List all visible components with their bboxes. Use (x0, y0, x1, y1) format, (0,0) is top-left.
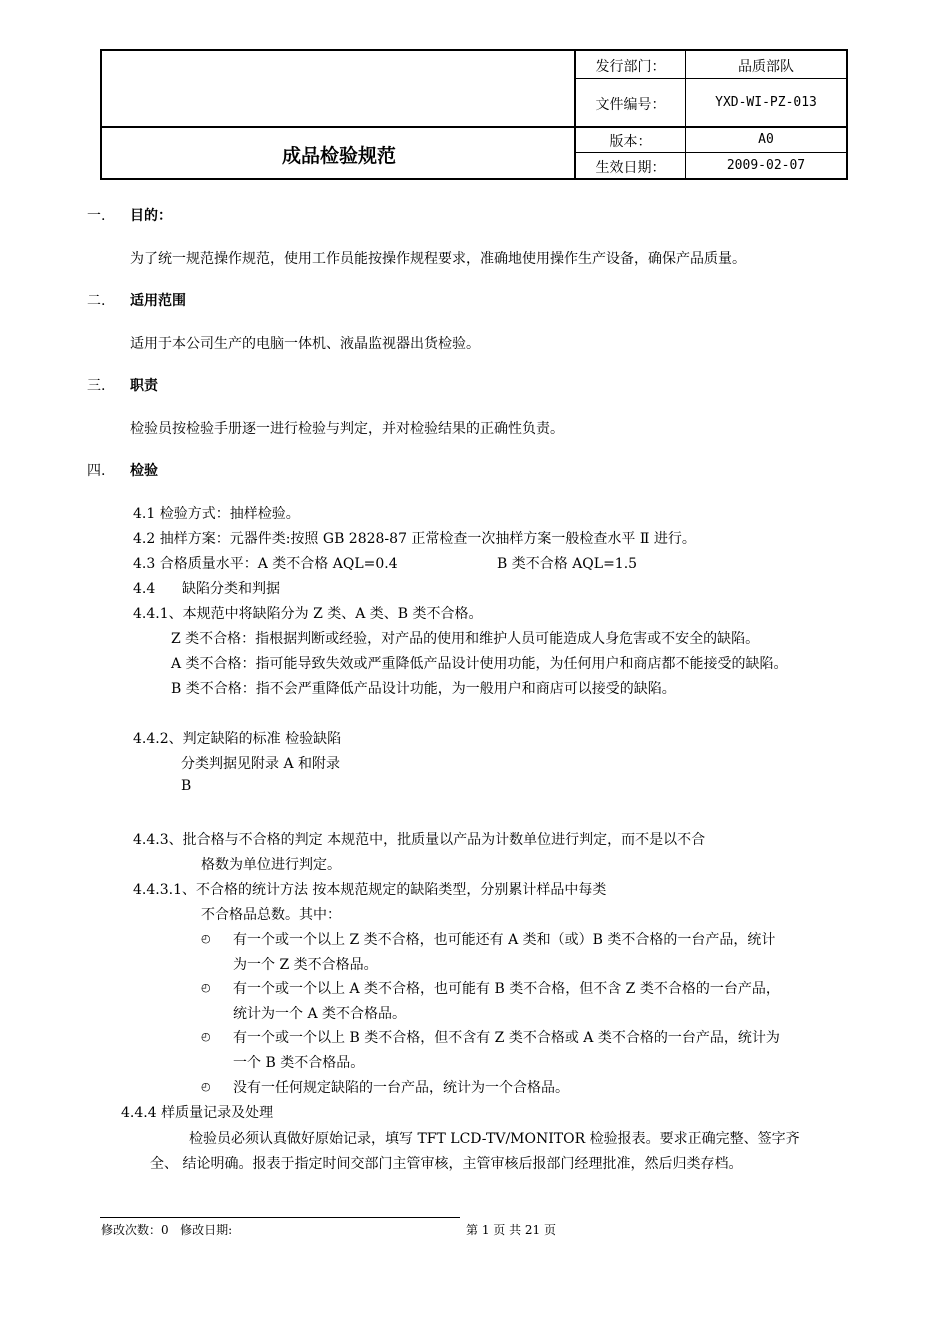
list-item: 有一个或一个以上 A 类不合格，也可能有 B 类不合格，但不含 Z 类不合格的一台产品， (233, 981, 780, 997)
doc-number-value: YXD-WI-PZ-013 (715, 95, 817, 110)
clause-4-4-2-cont: B (181, 778, 192, 794)
section-title-scope: 适用范围 (130, 293, 186, 309)
clause-4-2: 4.2 抽样方案：元器件类:按照 GB 2828-87 正常检查一次抽样方案一般检查水平 Ⅱ 进行。 (133, 531, 696, 547)
list-item-cont: 为一个 Z 类不合格品。 (233, 957, 378, 973)
clause-4-4-1: 4.4.1、本规范中将缺陷分为 Z 类、A 类、B 类不合格。 (133, 606, 483, 622)
issuing-dept-value: 品质部队 (738, 59, 794, 75)
issuing-dept-label: 发行部门： (595, 59, 666, 75)
scope-text: 适用于本公司生产的电脑一体机、液晶监视器出货检验。 (130, 336, 480, 352)
document-title: 成品检验规范 (281, 145, 396, 167)
document-header-table (100, 49, 848, 180)
effective-date-value: 2009-02-07 (726, 158, 806, 173)
responsibility-text: 检验员按检验手册逐一进行检验与判定，并对检验结果的正确性负责。 (130, 421, 564, 437)
clock-bullet-icon: ◴ (201, 1080, 211, 1093)
clause-4-4-3-cont: 格数为单位进行判定。 (201, 857, 341, 873)
clock-bullet-icon: ◴ (201, 932, 211, 945)
section-title-purpose: 目的： (130, 208, 172, 224)
clause-4-4-4: 4.4.4 样质量记录及处理 (121, 1105, 274, 1121)
table-divider (574, 152, 846, 153)
version-label: 版本： (609, 134, 652, 150)
list-item-cont: 一个 B 类不合格品。 (233, 1055, 365, 1071)
effective-date-label: 生效日期： (595, 160, 666, 176)
list-item: 有一个或一个以上 Z 类不合格，也可能还有 A 类和（或）B 类不合格的一台产品，统计 (233, 932, 776, 948)
a-class-definition: A 类不合格：指可能导致失效或严重降低产品设计使用功能，为任何用户和商店都不能接受的缺陷。 (171, 656, 788, 672)
z-class-definition: Z 类不合格：指根据判断或经验，对产品的使用和维护人员可能造成人身危害或不安全的缺陷。 (171, 631, 760, 647)
clause-4-4-2-cont: 分类判据见附录 A 和附录 (181, 756, 341, 772)
section-number: 一. (87, 208, 106, 224)
page-number: 第 1 页 共 21 页 (466, 1223, 556, 1237)
clause-4-1: 4.1 检验方式：抽样检验。 (133, 506, 300, 522)
list-item: 有一个或一个以上 B 类不合格，但不含有 Z 类不合格或 A 类不合格的一台产品，统计为 (233, 1030, 780, 1046)
clause-4-4-3-1-cont: 不合格品总数。其中： (201, 907, 341, 923)
b-class-definition: B 类不合格：指不会严重降低产品设计功能，为一般用户和商店可以接受的缺陷。 (171, 681, 676, 697)
clause-4-4-2: 4.4.2、判定缺陷的标准 检验缺陷 (133, 731, 342, 747)
clause-4-4-3-1: 4.4.3.1、不合格的统计方法 按本规范规定的缺陷类型，分别累计样品中每类 (133, 882, 607, 898)
clause-4-4: 4.4 缺陷分类和判据 (133, 581, 280, 597)
section-title-responsibility: 职责 (130, 378, 158, 394)
table-divider (102, 126, 846, 128)
footer-rule (100, 1217, 460, 1218)
section-number: 二. (87, 293, 106, 309)
revision-info: 修改次数：0 修改日期: (101, 1223, 233, 1237)
list-item-cont: 统计为一个 A 类不合格品。 (233, 1006, 407, 1022)
clause-4-4-3: 4.4.3、批合格与不合格的判定 本规范中，批质量以产品为计数单位进行判定，而不是以不合 (133, 832, 706, 848)
list-item: 没有一任何规定缺陷的一台产品，统计为一个合格品。 (233, 1080, 569, 1096)
record-handling-text-cont: 全、 结论明确。报表于指定时间交部门主管审核，主管审核后报部门经理批准，然后归类存档。 (150, 1156, 743, 1172)
version-value: A0 (758, 132, 774, 147)
clock-bullet-icon: ◴ (201, 981, 211, 994)
section-title-inspection: 检验 (130, 463, 158, 479)
purpose-text: 为了统一规范操作规范，使用工作员能按操作规程要求，准确地使用操作生产设备，确保产品质量。 (130, 251, 746, 267)
record-handling-text: 检验员必须认真做好原始记录，填写 TFT LCD-TV/MONITOR 检验报表。要求正确完整、签字齐 (189, 1131, 800, 1147)
clause-4-3-a: 4.3 合格质量水平：A 类不合格 AQL=0.4 (133, 556, 398, 572)
section-number: 三. (87, 378, 106, 394)
section-number: 四. (87, 463, 106, 479)
clause-4-3-b: B 类不合格 AQL=1.5 (497, 556, 638, 572)
clock-bullet-icon: ◴ (201, 1030, 211, 1043)
doc-number-label: 文件编号： (595, 97, 666, 113)
table-divider (574, 78, 846, 79)
